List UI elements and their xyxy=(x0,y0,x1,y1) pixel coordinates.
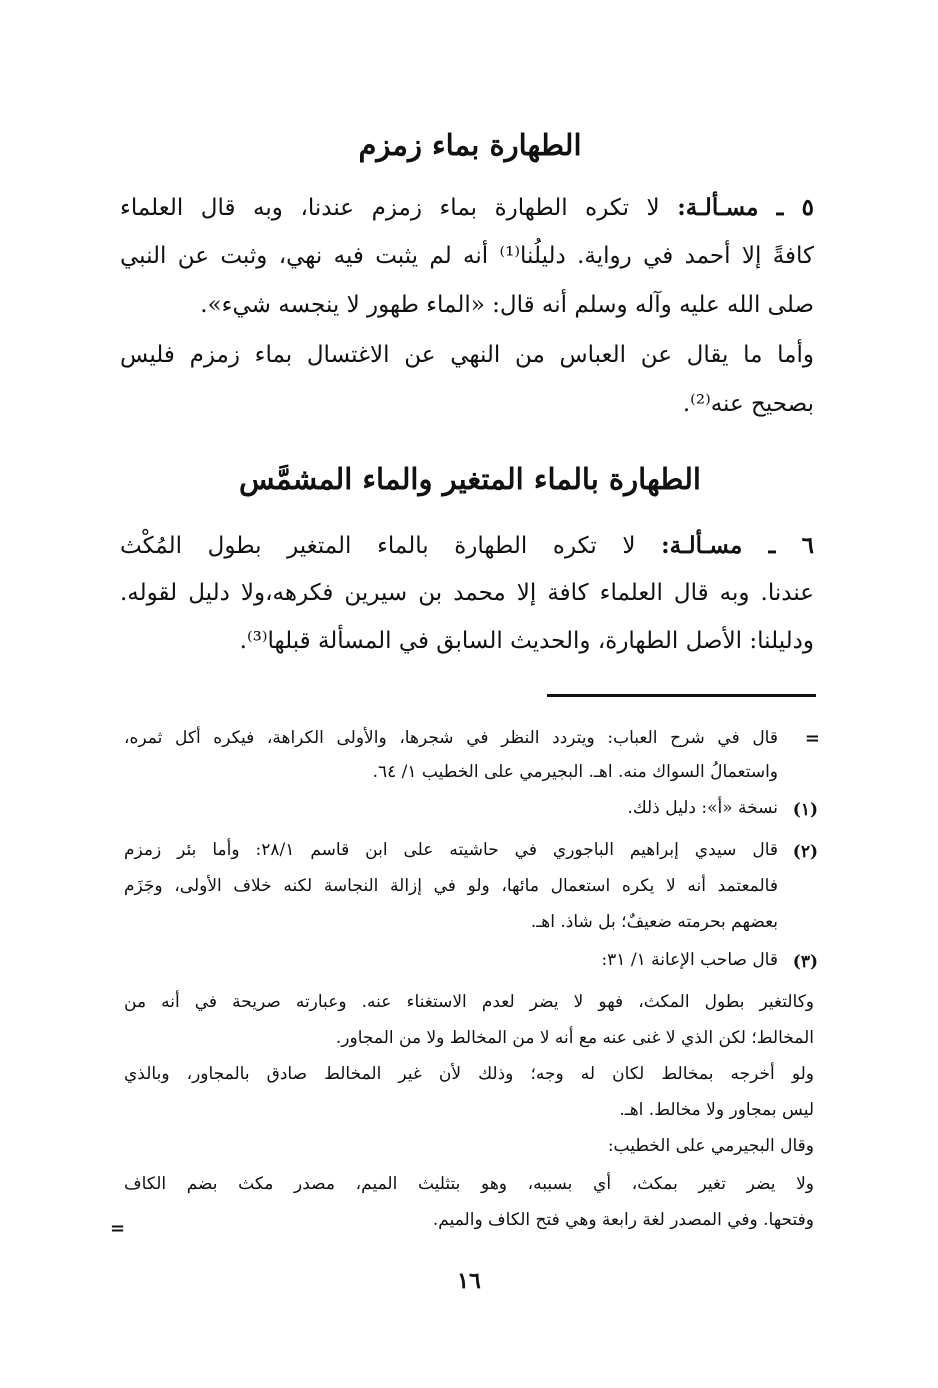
footnote-number: (٣) xyxy=(792,952,818,972)
footnote-line: المخالط؛ لكن الذي لا غنى عنه مع أنه لا من المخالط ولا من المجاور. xyxy=(335,1028,814,1048)
footnote-line: نسخة «أ»: دليل ذلك. xyxy=(627,798,778,818)
page-number: ١٦ xyxy=(457,1268,481,1294)
paragraph-line: ودليلنا: الأصل الطهارة، والحديث السابق في المسألة قبلها⁽³⁾. xyxy=(239,628,814,654)
paragraph-line xyxy=(120,196,814,220)
paragraph-line: عندنا. وبه قال العلماء كافة إلا محمد بن سيرين فكرهه،ولا دليل لقوله. xyxy=(120,580,815,606)
section-heading-zamzam: الطهارة بماء زمزم xyxy=(358,128,582,162)
paragraph-line: كافةً إلا أحمد في رواية. دليلُنا⁽¹⁾ أنه لم يثبت فيه نهي، وثبت عن النبي xyxy=(120,243,814,269)
issue-label: ٥ ـ مسـألـة: xyxy=(677,194,815,221)
paragraph-line xyxy=(120,534,814,558)
paragraph-text: لا تكره الطهارة بماء زمزم عندنا، وبه قال العلماء xyxy=(120,195,660,221)
footnote-line: فالمعتمد أنه لا يكره استعمال مائها، ولو في إزالة النجاسة لكنه خلاف الأولى، وجَزَم xyxy=(124,876,778,896)
footnote-line: قال صاحب الإعانة ١/ ٣١: xyxy=(601,950,778,970)
footnote-line: ليس بمجاور ولا مخالط. اهـ. xyxy=(619,1100,814,1120)
footnote-line: وكالتغير بطول المكث، فهو لا يضر لعدم الاستغناء عنه. وعبارته صريحة في أنه من xyxy=(124,992,814,1012)
footnote-line: واستعمالُ السواك منه. اهـ. البجيرمي على الخطيب ١/ ٦٤. xyxy=(372,762,778,782)
paragraph-text: لا تكره الطهارة بالماء المتغير بطول المُكْث xyxy=(120,533,636,559)
footnote-separator xyxy=(547,694,816,697)
continuation-mark: = xyxy=(110,1218,126,1239)
footnote-line: وقال البجيرمي على الخطيب: xyxy=(607,1136,814,1156)
footnote-line: وفتحها. وفي المصدر لغة رابعة وهي فتح الكاف والميم. xyxy=(432,1210,814,1230)
footnote-line: ولو أخرجه بمخالط لكان له وجه؛ وذلك لأن غير المخالط صادق بالمجاور، وبالذي xyxy=(124,1064,814,1084)
footnote-line: بعضهم بحرمته ضعيفٌ؛ بل شاذ. اهـ. xyxy=(530,912,778,932)
section-heading-changed-water: الطهارة بالماء المتغير والماء المشمَّس xyxy=(238,462,701,496)
paragraph-line: وأما ما يقال عن العباس من النهي عن الاغتسال بماء زمزم فليس xyxy=(120,342,814,368)
footnote-number: (١) xyxy=(792,800,818,820)
footnote-number: (٢) xyxy=(792,842,818,862)
footnote-line: قال في شرح العباب: ويتردد النظر في شجرها، والأولى الكراهة، فيكره أكل ثمره، xyxy=(124,728,778,748)
footnote-line: قال سيدي إبراهيم الباجوري في حاشيته على ابن قاسم ٢٨/١: وأما بئر زمزم xyxy=(124,840,778,860)
continuation-mark: = xyxy=(804,728,820,749)
issue-label: ٦ ـ مسـألـة: xyxy=(661,532,814,559)
paragraph-line: بصحيح عنه⁽²⁾. xyxy=(682,391,814,417)
paragraph-line: صلى الله عليه وآله وسلم أنه قال: «الماء طهور لا ينجسه شيء». xyxy=(200,292,814,318)
footnote-line: ولا يضر تغير بمكث، أي بسببه، وهو بتثليث الميم، مصدر مكث بضم الكاف xyxy=(124,1174,814,1194)
